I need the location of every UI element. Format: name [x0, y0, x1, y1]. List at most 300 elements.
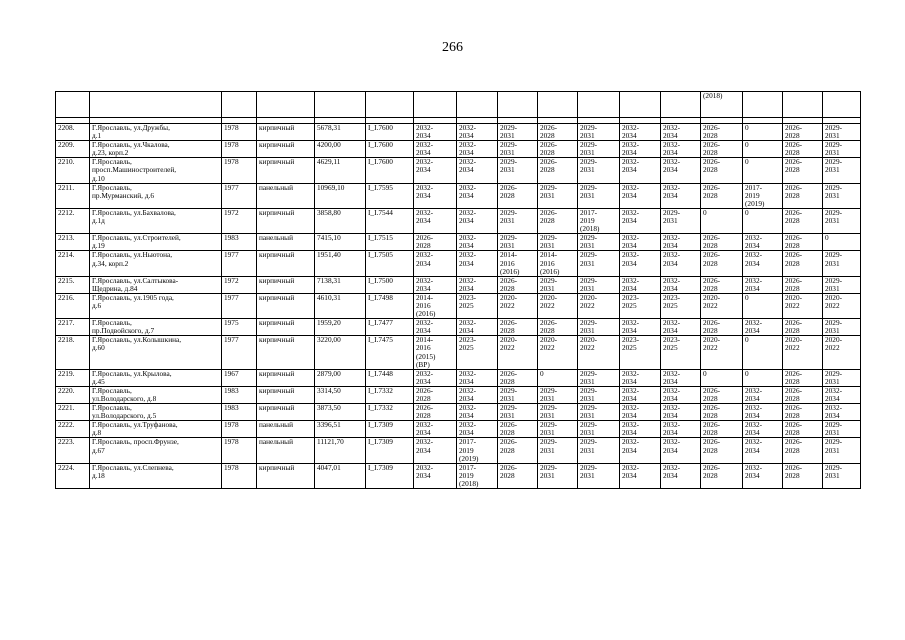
table-cell: 2032- 2034: [414, 158, 457, 183]
table-cell: 2017- 2019 (2018): [578, 208, 620, 233]
table-cell: 2023- 2025: [620, 336, 661, 369]
table-cell: 2026- 2028: [783, 438, 823, 463]
table-cell: панельный: [257, 438, 315, 463]
table-cell: 2029- 2031: [578, 183, 620, 208]
table-cell: 2020- 2022: [578, 293, 620, 318]
table-cell: 2032- 2034: [743, 319, 783, 336]
table-cell: 2214.: [56, 251, 90, 276]
table-cell: 2032- 2034: [457, 276, 498, 293]
table-cell: 2029- 2031: [578, 141, 620, 158]
table-cell: 1977: [222, 251, 257, 276]
table-cell: 2029- 2031: [538, 438, 578, 463]
table-cell: I_I.7332: [366, 386, 414, 403]
table-cell: кирпичный: [257, 124, 315, 141]
table-cell: 1967: [222, 369, 257, 386]
table-cell: панельный: [257, 234, 315, 251]
table-cell: 2026- 2028: [701, 421, 743, 438]
table-cell: 2032- 2034: [823, 404, 861, 421]
table-cell: 1977: [222, 336, 257, 369]
table-cell: 2029- 2031: [538, 276, 578, 293]
table-cell: 2032- 2034: [620, 251, 661, 276]
table-cell: кирпичный: [257, 208, 315, 233]
table-cell: 0: [701, 369, 743, 386]
header-cell: [56, 92, 90, 118]
table-cell: 2212.: [56, 208, 90, 233]
table-cell: 10969,10: [315, 183, 366, 208]
table-cell: 0: [701, 208, 743, 233]
table-cell: 2026- 2028: [701, 319, 743, 336]
table-cell: 2032- 2034: [620, 124, 661, 141]
table-cell: Г.Ярославль, ул.1905 года, д.6: [90, 293, 222, 318]
table-cell: 2026- 2028: [783, 369, 823, 386]
header-cell: [366, 92, 414, 118]
table-cell: 2032- 2034: [661, 141, 701, 158]
table-cell: 2029- 2031: [578, 421, 620, 438]
table-cell: 2223.: [56, 438, 90, 463]
table-cell: 2029- 2031: [823, 141, 861, 158]
table-cell: 2032- 2034: [661, 386, 701, 403]
table-cell: Г.Ярославль, пр.Подвойского, д.7: [90, 319, 222, 336]
table-cell: панельный: [257, 183, 315, 208]
table-cell: 2213.: [56, 234, 90, 251]
table-cell: 2026- 2028: [498, 369, 538, 386]
table-cell: 2029- 2031: [578, 438, 620, 463]
table-cell: I_I.7505: [366, 251, 414, 276]
table-row: [56, 124, 861, 141]
table-cell: 2208.: [56, 124, 90, 141]
table-cell: 2032- 2034: [743, 251, 783, 276]
table-cell: 2032- 2034: [457, 183, 498, 208]
table-cell: Г.Ярославль, ул.Чкалова, д.23, корп.2: [90, 141, 222, 158]
table-cell: 2020- 2022: [823, 293, 861, 318]
table-cell: 2032- 2034: [457, 421, 498, 438]
table-cell: 2029- 2031: [578, 319, 620, 336]
table-cell: кирпичный: [257, 251, 315, 276]
table-cell: 2032- 2034: [414, 438, 457, 463]
table-cell: 2029- 2031: [578, 124, 620, 141]
table-cell: 2032- 2034: [620, 319, 661, 336]
table-cell: I_I.7309: [366, 438, 414, 463]
table-cell: 2032- 2034: [414, 463, 457, 488]
table-cell: 2020- 2022: [578, 336, 620, 369]
table-row: [56, 463, 861, 488]
table-cell: 2032- 2034: [661, 124, 701, 141]
table-cell: 2026- 2028: [701, 404, 743, 421]
table-cell: 2220.: [56, 386, 90, 403]
table-cell: 1978: [222, 438, 257, 463]
table-cell: 0: [743, 208, 783, 233]
table-cell: 2029- 2031: [823, 183, 861, 208]
table-cell: 2026- 2028: [538, 208, 578, 233]
table-row: [56, 158, 861, 183]
table-cell: 2032- 2034: [661, 369, 701, 386]
table-cell: 2029- 2031: [823, 463, 861, 488]
table-cell: 2026- 2028: [783, 234, 823, 251]
table-cell: 4610,31: [315, 293, 366, 318]
table-cell: 2218.: [56, 336, 90, 369]
table-cell: панельный: [257, 421, 315, 438]
table-cell: 2023- 2025: [457, 336, 498, 369]
table-cell: I_I.7448: [366, 369, 414, 386]
table-cell: 2032- 2034: [414, 141, 457, 158]
table-cell: 3314,50: [315, 386, 366, 403]
table-cell: I_I.7515: [366, 234, 414, 251]
table-cell: 2026- 2028: [701, 438, 743, 463]
table-cell: 2029- 2031: [538, 234, 578, 251]
table-cell: 2023- 2025: [661, 293, 701, 318]
table-cell: 4200,00: [315, 141, 366, 158]
table-row: [56, 276, 861, 293]
table-cell: I_I.7600: [366, 124, 414, 141]
table-cell: 2224.: [56, 463, 90, 488]
table-cell: 2017- 2019 (2018): [457, 463, 498, 488]
table-cell: 2032- 2034: [743, 386, 783, 403]
table-cell: 3220,00: [315, 336, 366, 369]
table-cell: 2029- 2031: [538, 386, 578, 403]
table-cell: 4047,01: [315, 463, 366, 488]
table-cell: 2029- 2031: [498, 404, 538, 421]
table-cell: 1978: [222, 124, 257, 141]
table-cell: 2032- 2034: [620, 421, 661, 438]
table-cell: 7415,10: [315, 234, 366, 251]
table-cell: 2014- 2016 (2016): [414, 293, 457, 318]
table-cell: 2032- 2034: [414, 208, 457, 233]
table-cell: 2032- 2034: [661, 158, 701, 183]
table-cell: Г.Ярославль, пр.Мурманский, д.6: [90, 183, 222, 208]
table-cell: 1977: [222, 293, 257, 318]
table-cell: 2014- 2016 (2015) (ВР): [414, 336, 457, 369]
table-cell: 2032- 2034: [457, 124, 498, 141]
table-cell: 2032- 2034: [661, 438, 701, 463]
table-cell: Г.Ярославль, ул.Салтыкова- Щедрина, д.84: [90, 276, 222, 293]
table-cell: 2032- 2034: [414, 369, 457, 386]
table-cell: 2032- 2034: [620, 438, 661, 463]
table-cell: 2032- 2034: [414, 183, 457, 208]
table-cell: 2032- 2034: [661, 404, 701, 421]
table-cell: 0: [743, 336, 783, 369]
header-cell: [538, 92, 578, 118]
table-cell: 2032- 2034: [457, 386, 498, 403]
table-cell: 1978: [222, 141, 257, 158]
table-cell: 2029- 2031: [823, 421, 861, 438]
table-cell: 2026- 2028: [701, 463, 743, 488]
table-cell: 0: [743, 141, 783, 158]
table-cell: 2029- 2031: [578, 463, 620, 488]
table-cell: 2032- 2034: [457, 141, 498, 158]
table-cell: 0: [538, 369, 578, 386]
table-cell: 2032- 2034: [414, 251, 457, 276]
table-cell: Г.Ярославль, ул.Строителей, д.19: [90, 234, 222, 251]
table-row: [56, 438, 861, 463]
table-cell: I_I.7500: [366, 276, 414, 293]
table-row: [56, 336, 861, 369]
table-cell: 0: [743, 369, 783, 386]
table-row: [56, 251, 861, 276]
table-cell: 2029- 2031: [823, 438, 861, 463]
table-cell: 2023- 2025: [457, 293, 498, 318]
table-cell: 2029- 2031: [823, 208, 861, 233]
table-cell: 2222.: [56, 421, 90, 438]
table-cell: 2026- 2028: [783, 158, 823, 183]
table-cell: 1975: [222, 319, 257, 336]
table-cell: 2032- 2034: [414, 276, 457, 293]
table-cell: 0: [743, 158, 783, 183]
table-cell: 2014- 2016 (2016): [498, 251, 538, 276]
table-cell: 2217.: [56, 319, 90, 336]
table-cell: Г.Ярославль, ул.Труфанова, д.8: [90, 421, 222, 438]
page-number: 266: [442, 40, 463, 55]
table-cell: 2032- 2034: [457, 251, 498, 276]
table-cell: I_I.7309: [366, 463, 414, 488]
table-cell: I_I.7332: [366, 404, 414, 421]
table-cell: 3396,51: [315, 421, 366, 438]
table-cell: 2209.: [56, 141, 90, 158]
table-cell: 1978: [222, 158, 257, 183]
table-cell: 2026- 2028: [783, 386, 823, 403]
table-cell: 2026- 2028: [538, 158, 578, 183]
table-cell: 2029- 2031: [823, 251, 861, 276]
table-cell: I_I.7475: [366, 336, 414, 369]
header-cell: [783, 92, 823, 118]
table-cell: кирпичный: [257, 463, 315, 488]
table-cell: 2211.: [56, 183, 90, 208]
table-cell: 2020- 2022: [823, 336, 861, 369]
table-cell: 2032- 2034: [457, 208, 498, 233]
table-row: [56, 183, 861, 208]
table-cell: Г.Ярославль, просп.Машиностроителей, д.10: [90, 158, 222, 183]
table-cell: 1978: [222, 421, 257, 438]
table-cell: 1983: [222, 234, 257, 251]
table-cell: 2029- 2031: [578, 386, 620, 403]
table-cell: 2026- 2028: [701, 386, 743, 403]
header-cell: [743, 92, 783, 118]
header-cell: [315, 92, 366, 118]
table-cell: 2026- 2028: [701, 234, 743, 251]
table-cell: 2029- 2031: [823, 369, 861, 386]
table-cell: I_I.7595: [366, 183, 414, 208]
table-cell: 4629,11: [315, 158, 366, 183]
table-cell: 2029- 2031: [661, 208, 701, 233]
table-cell: 2032- 2034: [661, 276, 701, 293]
table-cell: 2032- 2034: [743, 234, 783, 251]
table-cell: Г.Ярославль, ул.Крылова, д.45: [90, 369, 222, 386]
table-cell: 2029- 2031: [578, 234, 620, 251]
table-cell: 2032- 2034: [661, 319, 701, 336]
table-cell: 2221.: [56, 404, 90, 421]
table-cell: Г.Ярославль, просп.Фрунзе, д.67: [90, 438, 222, 463]
table-cell: 2032- 2034: [823, 386, 861, 403]
table-cell: 2026- 2028: [414, 404, 457, 421]
table-cell: кирпичный: [257, 369, 315, 386]
table-row: [56, 208, 861, 233]
table-cell: 2032- 2034: [620, 208, 661, 233]
header-cell: [414, 92, 457, 118]
table-cell: 2032- 2034: [620, 463, 661, 488]
table-cell: I_I.7309: [366, 421, 414, 438]
table-cell: 2026- 2028: [783, 276, 823, 293]
table-cell: 2032- 2034: [743, 404, 783, 421]
table-cell: 2017- 2019 (2019): [743, 183, 783, 208]
table-cell: 2029- 2031: [498, 158, 538, 183]
table-cell: 1983: [222, 386, 257, 403]
table-cell: 2216.: [56, 293, 90, 318]
table-cell: 2032- 2034: [661, 463, 701, 488]
table-cell: Г.Ярославль, ул.Слепнева, д.18: [90, 463, 222, 488]
table-cell: 2029- 2031: [823, 319, 861, 336]
table-cell: 2026- 2028: [498, 319, 538, 336]
table-cell: 2029- 2031: [578, 404, 620, 421]
table-cell: I_I.7600: [366, 141, 414, 158]
table-cell: 2026- 2028: [783, 319, 823, 336]
table-cell: 0: [823, 234, 861, 251]
table-cell: 2032- 2034: [661, 251, 701, 276]
table-cell: Г.Ярославль, ул.Колышкина, д.60: [90, 336, 222, 369]
table-cell: 2029- 2031: [578, 276, 620, 293]
table-cell: 1951,40: [315, 251, 366, 276]
table-cell: 2026- 2028: [783, 183, 823, 208]
table-cell: 2026- 2028: [498, 438, 538, 463]
header-cell: [498, 92, 538, 118]
table-cell: 2026- 2028: [498, 421, 538, 438]
header-cell: [661, 92, 701, 118]
table-cell: Г.Ярославль, ул.Ньютона, д.34, корп.2: [90, 251, 222, 276]
table-cell: 2029- 2031: [498, 386, 538, 403]
table-cell: 2026- 2028: [783, 404, 823, 421]
table-cell: 2029- 2031: [538, 463, 578, 488]
table-cell: кирпичный: [257, 386, 315, 403]
table-cell: 2029- 2031: [578, 251, 620, 276]
table-cell: 2032- 2034: [414, 124, 457, 141]
table-cell: 2032- 2034: [457, 319, 498, 336]
table-cell: 2026- 2028: [701, 276, 743, 293]
table-cell: I_I.7544: [366, 208, 414, 233]
header-cell: (2018): [701, 92, 743, 118]
table-cell: 2032- 2034: [457, 234, 498, 251]
table-cell: 2014- 2016 (2016): [538, 251, 578, 276]
table-cell: кирпичный: [257, 141, 315, 158]
table-cell: 1978: [222, 463, 257, 488]
table-cell: 2032- 2034: [661, 421, 701, 438]
table-cell: 2029- 2031: [578, 158, 620, 183]
table-cell: 2032- 2034: [457, 369, 498, 386]
table-cell: 2032- 2034: [620, 404, 661, 421]
table-cell: 2032- 2034: [743, 421, 783, 438]
table-cell: 2026- 2028: [783, 208, 823, 233]
header-cell: [823, 92, 861, 118]
table-cell: 2026- 2028: [701, 124, 743, 141]
table-cell: 2032- 2034: [661, 183, 701, 208]
table-cell: 2029- 2031: [498, 234, 538, 251]
table-row: [56, 319, 861, 336]
table-cell: 2026- 2028: [538, 124, 578, 141]
table-cell: Г.Ярославль, ул.Володарского, д.8: [90, 386, 222, 403]
table-cell: 2032- 2034: [620, 183, 661, 208]
table-cell: 2032- 2034: [620, 386, 661, 403]
table-cell: 2026- 2028: [538, 319, 578, 336]
table-cell: 2029- 2031: [823, 276, 861, 293]
table-cell: 2029- 2031: [538, 421, 578, 438]
table-cell: 2029- 2031: [823, 158, 861, 183]
table-cell: 5678,31: [315, 124, 366, 141]
table-row: [56, 421, 861, 438]
table-cell: 2020- 2022: [498, 293, 538, 318]
table-row: [56, 404, 861, 421]
table-cell: 2032- 2034: [661, 234, 701, 251]
table-cell: 2029- 2031: [823, 124, 861, 141]
table-cell: 2032- 2034: [457, 158, 498, 183]
table-cell: 2026- 2028: [414, 386, 457, 403]
table-cell: 2020- 2022: [783, 336, 823, 369]
table-cell: 2026- 2028: [498, 463, 538, 488]
table-cell: 2026- 2028: [701, 251, 743, 276]
table-cell: 2026- 2028: [701, 183, 743, 208]
table-cell: 2020- 2022: [701, 336, 743, 369]
table-cell: 2029- 2031: [538, 404, 578, 421]
table-row: [56, 293, 861, 318]
table-cell: Г.Ярославль, ул.Бахвалова, д.1д: [90, 208, 222, 233]
table-cell: 2023- 2025: [620, 293, 661, 318]
table-cell: I_I.7498: [366, 293, 414, 318]
table-row: [56, 141, 861, 158]
header-cell: [620, 92, 661, 118]
table-cell: 2029- 2031: [578, 369, 620, 386]
header-cell: [257, 92, 315, 118]
table-cell: 3858,80: [315, 208, 366, 233]
table-cell: 2032- 2034: [457, 404, 498, 421]
table-cell: 2020- 2022: [538, 336, 578, 369]
table-cell: Г.Ярославль, ул.Дружбы, д.1: [90, 124, 222, 141]
table-cell: кирпичный: [257, 404, 315, 421]
table-cell: I_I.7477: [366, 319, 414, 336]
table-cell: 2032- 2034: [743, 438, 783, 463]
table-cell: 2029- 2031: [538, 183, 578, 208]
table-cell: 2029- 2031: [498, 124, 538, 141]
housing-register-table: [55, 91, 861, 489]
table-cell: 2032- 2034: [620, 276, 661, 293]
table-cell: 2026- 2028: [701, 141, 743, 158]
header-cell: [578, 92, 620, 118]
table-cell: 2032- 2034: [620, 369, 661, 386]
table-cell: 2879,00: [315, 369, 366, 386]
table-cell: 2026- 2028: [414, 234, 457, 251]
table-cell: кирпичный: [257, 158, 315, 183]
table-cell: 2032- 2034: [743, 276, 783, 293]
table-cell: 2026- 2028: [701, 158, 743, 183]
table-cell: 1977: [222, 183, 257, 208]
table-cell: 2020- 2022: [783, 293, 823, 318]
table-cell: 2017- 2019 (2019): [457, 438, 498, 463]
table-cell: кирпичный: [257, 293, 315, 318]
table-cell: 0: [743, 293, 783, 318]
table-cell: 2032- 2034: [414, 319, 457, 336]
table-cell: 2020- 2022: [701, 293, 743, 318]
table-cell: 2032- 2034: [620, 141, 661, 158]
table-cell: кирпичный: [257, 336, 315, 369]
table-cell: 2026- 2028: [783, 251, 823, 276]
table-cell: 2032- 2034: [620, 234, 661, 251]
table-cell: 1983: [222, 404, 257, 421]
table-cell: 2026- 2028: [783, 124, 823, 141]
table-cell: 2032- 2034: [414, 421, 457, 438]
table-cell: 2020- 2022: [538, 293, 578, 318]
table-row: [56, 369, 861, 386]
header-cell: [90, 92, 222, 118]
table-cell: 2026- 2028: [783, 421, 823, 438]
table-cell: 2026- 2028: [783, 141, 823, 158]
table-cell: 1972: [222, 276, 257, 293]
table-row: [56, 234, 861, 251]
table-cell: кирпичный: [257, 276, 315, 293]
